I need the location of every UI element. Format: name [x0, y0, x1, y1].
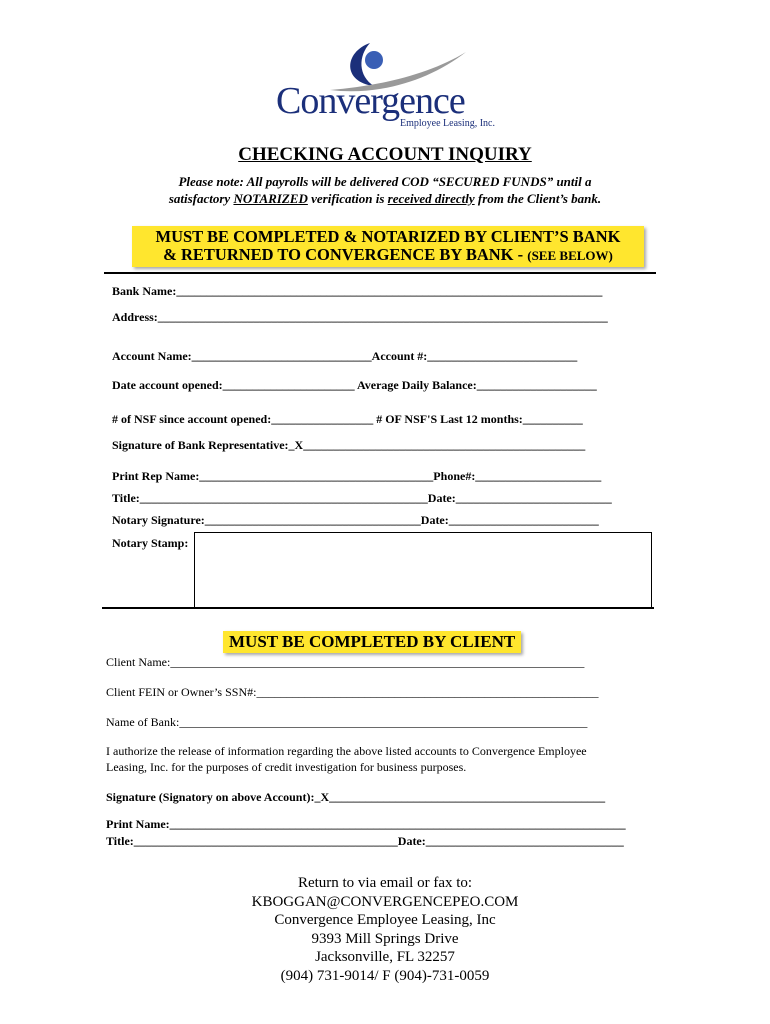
client-signature-field[interactable]: Signature (Signatory on above Account):_X______________________________________________ [106, 790, 606, 804]
client-banner: MUST BE COMPLETED BY CLIENT [223, 631, 521, 653]
nsf-row-field[interactable]: # of NSF since account opened:_________________ # OF NSF'S Last 12 months:__________ [112, 412, 583, 426]
bank-banner-line-1: MUST BE COMPLETED & NOTARIZED BY CLIENT’S BANK [155, 227, 621, 246]
notary-stamp-label: Notary Stamp: [112, 536, 189, 550]
notary-signature-field[interactable]: Notary Signature:____________________________________Date:_________________________ [112, 513, 599, 527]
see-below-note: (SEE BELOW) [527, 248, 613, 263]
logo-subtitle: Employee Leasing, Inc. [400, 118, 495, 129]
client-print-name-field[interactable]: Print Name:____________________________________________________________________________ [106, 817, 626, 831]
client-bank-name-field[interactable]: Name of Bank:____________________________________________________________________ [106, 715, 588, 729]
authorization-line-2: Leasing, Inc. for the purposes of credit investigation for business purposes. [106, 760, 467, 774]
bank-banner [132, 226, 644, 267]
authorization-line-1: I authorize the release of information regarding the above listed accounts to Convergence Employee [106, 744, 587, 758]
rep-title-date-field[interactable]: Title:________________________________________________Date:__________________________ [112, 491, 612, 505]
note-line-1: Please note: All payrolls will be delivered COD “SECURED FUNDS” until a [178, 174, 592, 189]
city-state-zip: Jacksonville, FL 32257 [315, 949, 455, 965]
note-text: from the Client’s bank. [474, 191, 602, 206]
phone-fax: (904) 731-9014/ F (904)-731-0059 [280, 967, 490, 984]
section-divider [104, 272, 656, 274]
note-text: satisfactory [168, 191, 234, 206]
print-rep-name-field[interactable]: Print Rep Name:_______________________________________Phone#:_____________________ [112, 469, 602, 483]
company-name: Convergence Employee Leasing, Inc [274, 912, 496, 928]
return-email[interactable]: KBOGGAN@CONVERGENCEPEO.COM [251, 893, 519, 910]
date-opened-row-field[interactable]: Date account opened:______________________ Average Daily Balance:____________________ [112, 378, 597, 392]
notary-stamp-box[interactable] [194, 532, 652, 608]
return-instructions: Return to via email or fax to: [297, 875, 473, 891]
bank-banner-line-2 [138, 246, 638, 265]
note-line-2 [0, 191, 770, 207]
section-divider [102, 607, 654, 609]
client-fein-ssn-field[interactable]: Client FEIN or Owner’s SSN#:_________________________________________________________ [106, 685, 599, 699]
bank-banner-text: & RETURNED TO CONVERGENCE BY BANK - [163, 245, 528, 264]
bank-address-field[interactable]: Address:___________________________________________________________________________ [112, 310, 608, 324]
bank-name-field[interactable]: Bank Name:_______________________________________________________________________ [112, 284, 603, 298]
logo-wordmark: Convergence [276, 80, 465, 122]
note-received-directly: received directly [387, 191, 475, 206]
note-text: verification is [307, 191, 388, 206]
bank-rep-signature-field[interactable]: Signature of Bank Representative:_X_______________________________________________ [112, 438, 586, 452]
street-address: 9393 Mill Springs Drive [311, 930, 459, 947]
client-title-date-field[interactable]: Title:____________________________________________Date:_________________________________ [106, 834, 624, 848]
client-name-field[interactable]: Client Name:_____________________________________________________________________ [106, 655, 585, 669]
note-notarized: NOTARIZED [233, 191, 308, 206]
account-row-field[interactable]: Account Name:______________________________Account #:_________________________ [112, 349, 578, 363]
form-title: CHECKING ACCOUNT INQUIRY [238, 144, 532, 165]
return-address-block [0, 874, 770, 985]
